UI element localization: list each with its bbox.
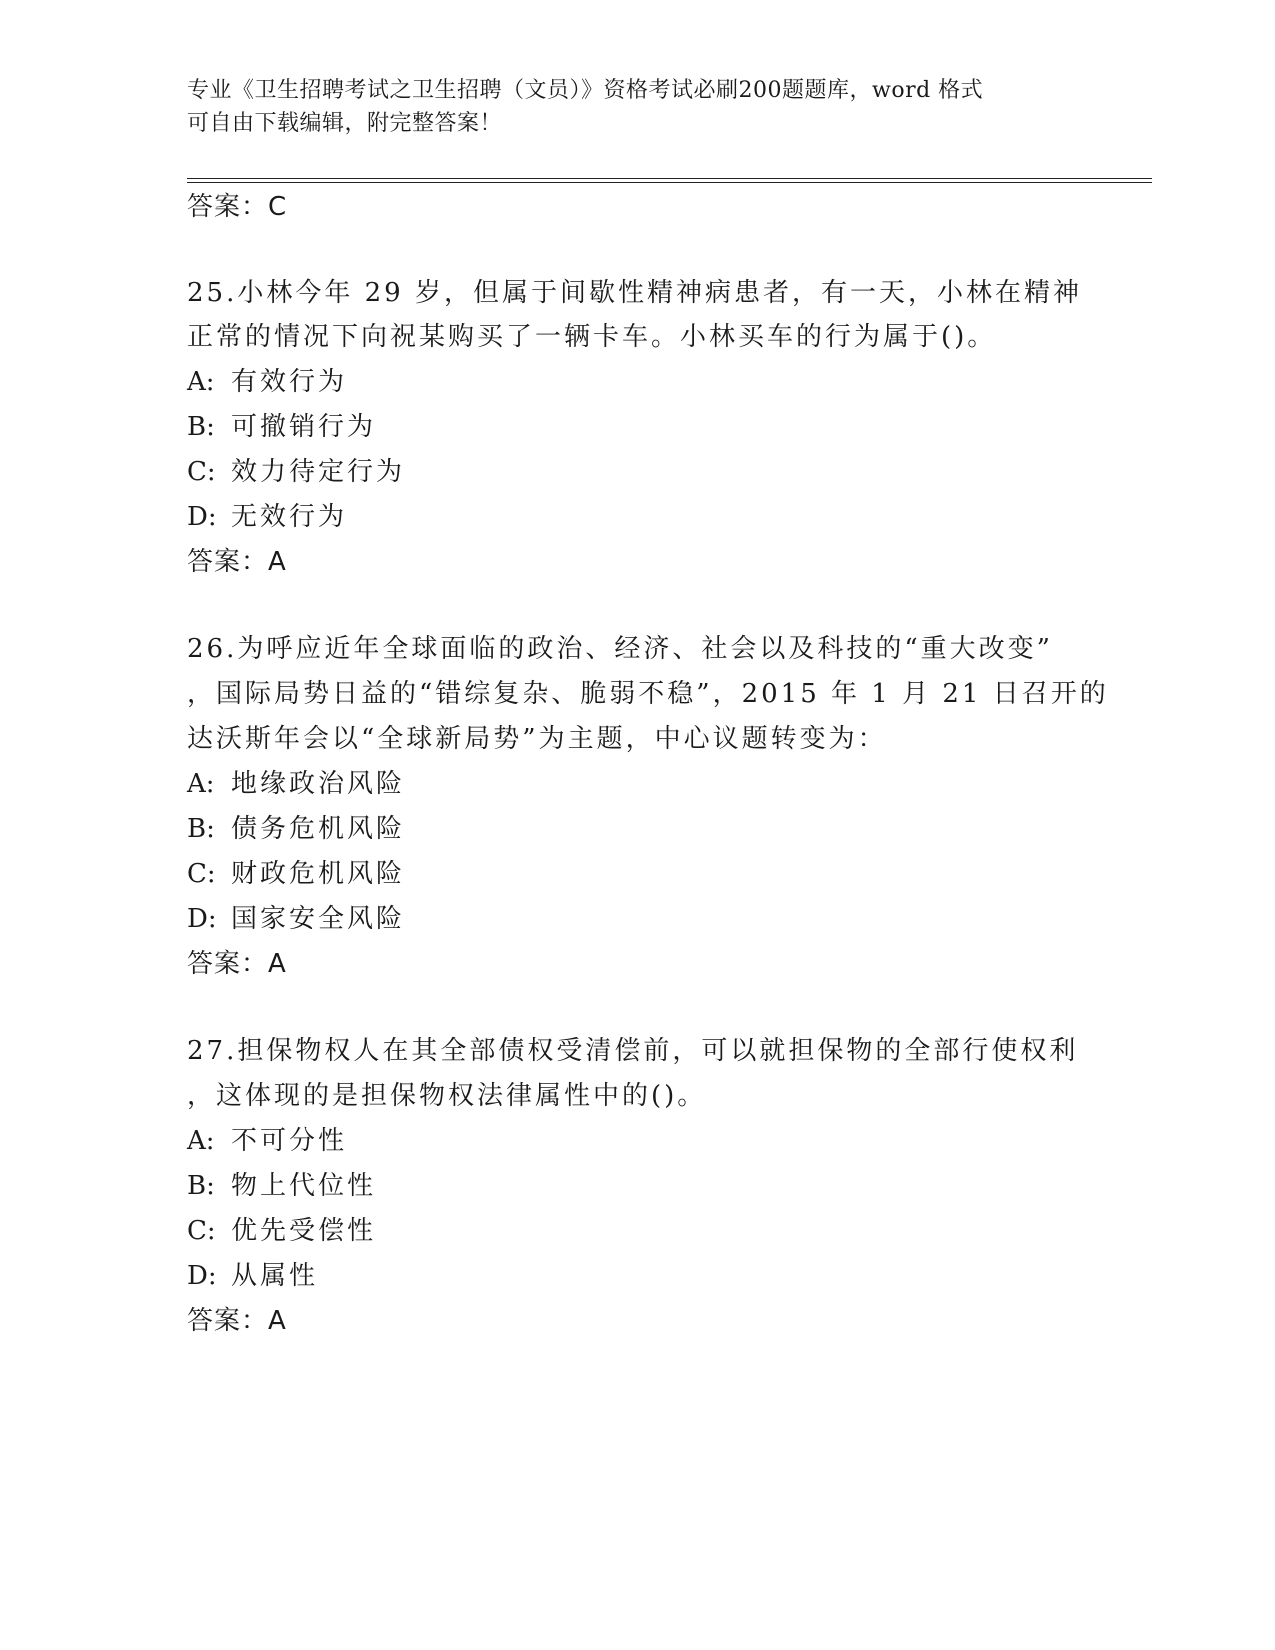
question-25-option-a: A: 有效行为 <box>187 367 348 397</box>
question-26-option-b: B: 债务危机风险 <box>187 814 406 844</box>
question-25-option-d: D: 无效行为 <box>187 502 348 532</box>
header-line-2: 可自由下载编辑，附完整答案！ <box>187 111 503 136</box>
question-26-line-2: ，国际局势日益的“错综复杂、脆弱不稳”，2015 年 1 月 21 日召开的 <box>187 679 1109 709</box>
previous-answer: 答案：C <box>187 192 288 222</box>
header-rule-top <box>187 178 1152 179</box>
question-27-line-2: ，这体现的是担保物权法律属性中的()。 <box>187 1081 707 1111</box>
header-rule-bottom <box>187 182 1152 183</box>
question-26-answer: 答案：A <box>187 949 287 979</box>
question-25-option-b: B: 可撤销行为 <box>187 412 377 442</box>
question-26-line-1: 26.为呼应近年全球面临的政治、经济、社会以及科技的“重大改变” <box>187 634 1053 664</box>
question-26-line-3: 达沃斯年会以“全球新局势”为主题，中心议题转变为： <box>187 724 887 754</box>
question-26-option-c: C: 财政危机风险 <box>187 859 406 889</box>
question-26-option-a: A: 地缘政治风险 <box>187 769 406 799</box>
question-27-answer: 答案：A <box>187 1306 287 1336</box>
question-25-answer: 答案：A <box>187 547 287 577</box>
question-27-option-a: A: 不可分性 <box>187 1126 348 1156</box>
question-27-option-c: C: 优先受偿性 <box>187 1216 377 1246</box>
question-25-option-c: C: 效力待定行为 <box>187 457 406 487</box>
question-25-line-2: 正常的情况下向祝某购买了一辆卡车。小林买车的行为属于()。 <box>187 322 997 352</box>
header-line-1: 专业《卫生招聘考试之卫生招聘（文员）》资格考试必刷200题题库，word 格式 <box>187 78 984 103</box>
document-header <box>187 74 1087 140</box>
question-27-line-1: 27.担保物权人在其全部债权受清偿前，可以就担保物的全部行使权利 <box>187 1036 1079 1066</box>
question-27-option-d: D: 从属性 <box>187 1261 319 1291</box>
question-27-option-b: B: 物上代位性 <box>187 1171 377 1201</box>
question-26-option-d: D: 国家安全风险 <box>187 904 406 934</box>
question-25-line-1: 25.小林今年 29 岁，但属于间歇性精神病患者，有一天，小林在精神 <box>187 278 1082 308</box>
